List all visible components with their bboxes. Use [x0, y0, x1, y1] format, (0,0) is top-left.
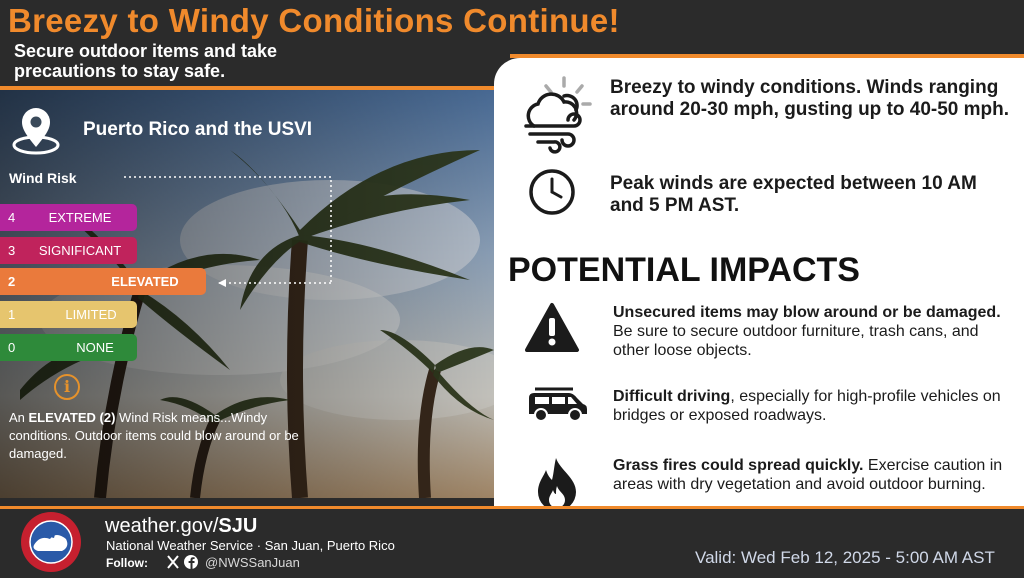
- risk-level-0: [0, 334, 137, 361]
- risk-level-number: 4: [8, 210, 16, 225]
- office-name: National Weather Service · San Juan, Puerto Rico: [106, 538, 395, 553]
- clock-icon: [528, 168, 576, 216]
- risk-desc-rest: Wind Risk means...Windy conditions. Outdoor items could blow around or be damaged.: [9, 410, 299, 461]
- x-icon: [168, 556, 178, 568]
- impact-difficult-driving: [613, 387, 1013, 425]
- website-prefix: weather.gov/: [105, 515, 219, 537]
- social-handle[interactable]: @NWSSanJuan: [205, 555, 300, 570]
- location-pin-icon: [8, 105, 68, 157]
- impact-grass-fires: [613, 456, 1013, 494]
- risk-level-number: 3: [8, 243, 16, 258]
- impact-bold: Grass fires could spread quickly.: [613, 457, 864, 474]
- impact-bold: Difficult driving: [613, 388, 731, 405]
- impact-rest: Be sure to secure outdoor furniture, trash cans, and other loose objects.: [613, 323, 979, 359]
- nws-logo: [20, 511, 82, 573]
- impact-rest: , especially for high-profile vehicles on bridges or exposed roadways.: [613, 388, 1001, 424]
- risk-level-label: ELEVATED: [111, 274, 179, 289]
- website-office-code: SJU: [218, 515, 258, 537]
- risk-level-2-selected: [0, 268, 206, 295]
- fire-icon: [532, 456, 582, 512]
- risk-level-number: 0: [8, 340, 16, 355]
- footer-accent-line: [0, 506, 1024, 509]
- warning-icon: [524, 302, 580, 354]
- risk-level-label: EXTREME: [48, 210, 112, 225]
- social-icons: [166, 554, 200, 570]
- suv-icon: [525, 386, 591, 424]
- impacts-heading: POTENTIAL IMPACTS: [508, 251, 860, 289]
- risk-level-label: SIGNIFICANT: [38, 243, 122, 258]
- risk-level-4: [0, 204, 137, 231]
- impact-bold: Unsecured items may blow around or be damaged.: [613, 304, 1001, 321]
- risk-level-label: NONE: [76, 340, 114, 355]
- info-icon: i: [54, 374, 80, 400]
- page-title: Breezy to Windy Conditions Continue!: [8, 2, 620, 39]
- risk-desc-level: ELEVATED (2): [28, 410, 116, 425]
- wind-risk-title: Wind Risk: [9, 170, 77, 186]
- facebook-icon: [184, 555, 198, 569]
- condition-peak-time: Peak winds are expected between 10 AM and 5 PM AST.: [610, 173, 977, 216]
- follow-label: Follow:: [106, 556, 148, 570]
- page-subtitle: Secure outdoor items and take precautions to stay safe.: [14, 41, 278, 81]
- risk-level-3: [0, 237, 137, 264]
- valid-time: Valid: Wed Feb 12, 2025 - 5:00 AM AST: [695, 548, 995, 567]
- risk-level-number: 1: [8, 307, 16, 322]
- risk-level-number: 2: [8, 274, 16, 289]
- risk-desc-prefix: An: [9, 410, 29, 425]
- impact-unsecured-items: [613, 303, 1013, 360]
- condition-winds: Breezy to windy conditions. Winds ranging around 20-30 mph, gusting up to 40-50 mph.: [610, 77, 1010, 120]
- location-label: Puerto Rico and the USVI: [83, 119, 313, 140]
- risk-level-label: LIMITED: [65, 307, 117, 322]
- impact-rest: Exercise caution in areas with dry vegetation and avoid outdoor burning.: [613, 457, 1003, 493]
- risk-description: [9, 409, 309, 463]
- wind-cloud-icon: [520, 74, 598, 154]
- website-link[interactable]: [105, 515, 257, 538]
- risk-level-1: [0, 301, 137, 328]
